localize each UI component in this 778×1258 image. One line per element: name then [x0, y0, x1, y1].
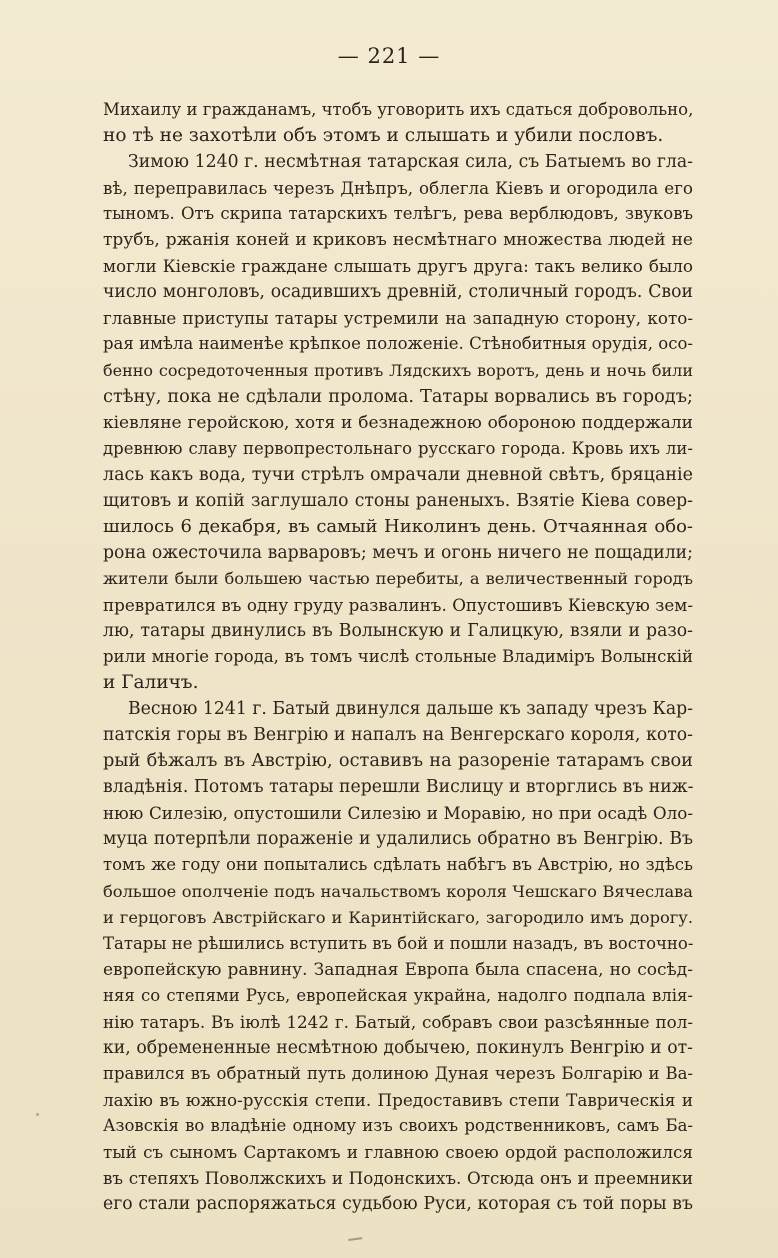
text-line: няя со степями Русь, европейская украйна, надолго подпала влія- [103, 985, 693, 1005]
text-line: рона ожесточила варваровъ; мечъ и огонь ничего не пощадили; [103, 542, 693, 563]
text-line: могли Кіевскіе граждане слышать другъ друга: такъ велико было [103, 256, 693, 277]
text-line: кіевляне геройскою, хотя и безнадежною обороною поддержали [103, 412, 693, 433]
text-line: жители были большею частью перебиты, а величественный городъ [103, 568, 693, 588]
text-line: Татары не рѣшились вступить въ бой и пошли назадъ, въ восточно- [103, 933, 693, 953]
text-line: тыномъ. Отъ скрипа татарскихъ телѣгъ, рева верблюдовъ, звуковъ [103, 204, 693, 224]
text-line: томъ же году они попытались сдѣлать набѣгъ въ Австрію, но здѣсь [103, 855, 693, 875]
text-line: вѣ, переправилась черезъ Днѣпръ, облегла Кіевъ и огородила его [103, 178, 693, 199]
text-line: и Галичъ. [103, 672, 199, 694]
text-line: патскія горы въ Венгрію и напалъ на Венгерскаго короля, кото- [103, 725, 693, 746]
text-line: бенно сосредоточенныя противъ Лядскихъ воротъ, день и ночь били [103, 360, 693, 380]
text-line: рая имѣла наименѣе крѣпкое положеніе. Стѣнобитныя орудія, осо- [103, 334, 693, 354]
text-line: главные приступы татары устремили на западную сторону, кото- [103, 308, 693, 329]
print-mark [348, 1237, 364, 1251]
text-line: его стали распоряжаться судьбою Руси, которая съ той поры въ [103, 1194, 693, 1215]
text-line: лахію въ южно-русскія степи. Предоставивъ степи Таврическія и [103, 1089, 693, 1110]
text-line: шилось 6 декабря, въ самый Николинъ день. Отчаянная обо- [103, 515, 693, 537]
text-line: большое ополченіе подъ начальствомъ короля Чешскаго Вячеслава [103, 881, 693, 901]
text-line: рый бѣжалъ въ Австрію, оставивъ на разореніе татарамъ свои [103, 751, 693, 772]
text-line: стѣну, пока не сдѣлали пролома. Татары ворвались въ городъ; [103, 386, 693, 407]
text-line: древнюю славу первопрестольнаго русскаго города. Кровь ихъ ли- [103, 438, 693, 458]
text-line: превратился въ одну груду развалинъ. Опустошивъ Кіевскую зем- [103, 594, 693, 615]
text-line: щитовъ и копій заглушало стоны раненыхъ. Взятіе Кіева совер- [103, 490, 693, 511]
text-line: Михаилу и гражданамъ, чтобъ уговорить ихъ сдаться добровольно, [103, 100, 693, 119]
text-line: нію татаръ. Въ іюлѣ 1242 г. Батый, собравъ свои разсѣянные пол- [103, 1011, 693, 1032]
text-line: нюю Силезію, опустошили Силезію и Моравію, но при осадѣ Оло- [103, 803, 693, 824]
text-line: лю, татары двинулись въ Волынскую и Галицкую, взяли и разо- [103, 621, 693, 641]
text-line: число монголовъ, осадившихъ древній, столичный городъ. Свои [103, 282, 693, 303]
text-line: ки, обремененные несмѣтною добычею, покинулъ Венгрію и от- [103, 1037, 693, 1058]
text-line: лась какъ вода, тучи стрѣлъ омрачали дневной свѣтъ, бряцаніе [103, 464, 693, 485]
paper-speck [36, 1113, 39, 1116]
text-line: правился въ обратный путь долиною Дуная черезъ Болгарію и Ва- [103, 1063, 693, 1083]
page-number: — 221 — [337, 44, 441, 68]
text-line: европейскую равнину. Западная Европа была спасена, но сосѣд- [103, 959, 693, 980]
text-line: и герцоговъ Австрійскаго и Каринтійскаго, загородило имъ дорогу. [103, 907, 693, 927]
text-line: муца потерпѣли пораженіе и удалились обратно въ Венгрію. Въ [103, 829, 693, 850]
text-line: но тѣ не захотѣли объ этомъ и слышать и убили пословъ. [103, 125, 664, 147]
text-line: трубъ, ржанія коней и криковъ несмѣтнаго множества людей не [103, 230, 693, 251]
text-line: Азовскія во владѣніе одному изъ своихъ родственниковъ, самъ Ба- [103, 1115, 693, 1135]
text-line: владѣнія. Потомъ татары перешли Вислицу и вторглись въ ниж- [103, 777, 693, 798]
text-line: тый съ сыномъ Сартакомъ и главною своею ордой расположился [103, 1142, 693, 1162]
text-line: Весною 1241 г. Батый двинулся дальше къ западу чрезъ Кар- [128, 699, 693, 720]
text-line: Зимою 1240 г. несмѣтная татарская сила, съ Батыемъ во гла- [128, 152, 693, 173]
text-line: въ степяхъ Поволжскихъ и Подонскихъ. Отсюда онъ и преемники [103, 1168, 693, 1189]
text-line: рили многіе города, въ томъ числѣ стольные Владиміръ Волынскій [103, 647, 693, 667]
